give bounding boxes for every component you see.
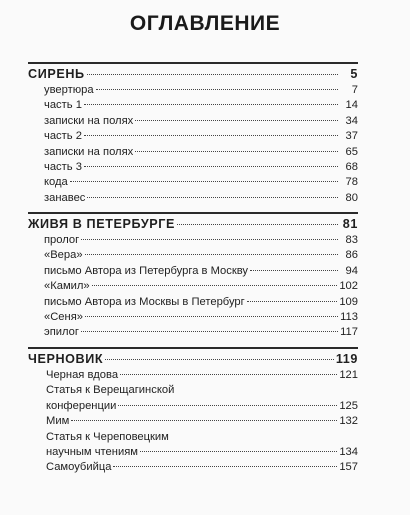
entry-label: кода: [44, 176, 68, 189]
toc-entry[interactable]: [28, 325, 358, 340]
dot-leader: [135, 120, 338, 121]
dot-leader: [70, 181, 338, 182]
toc-entry[interactable]: [28, 233, 358, 248]
dot-leader: [85, 316, 338, 317]
section-zhivya-v-peterburge: [28, 212, 358, 341]
dot-leader: [250, 270, 338, 271]
entry-label: конференции: [46, 399, 117, 412]
page-number: 65: [345, 145, 358, 158]
page-number: 78: [345, 176, 358, 189]
page-number: 94: [345, 264, 358, 277]
toc-entry[interactable]: [28, 98, 358, 113]
page-number: 37: [345, 130, 358, 143]
entry-label: эпилог: [44, 326, 79, 339]
toc-entry[interactable]: [28, 414, 358, 429]
entry-label: увертюра: [44, 84, 94, 96]
toc-entry[interactable]: [28, 129, 358, 144]
page-number: 14: [345, 99, 358, 112]
entry-label: письмо Автора из Москвы в Петербург: [44, 295, 245, 308]
entry-label: Самоубийца: [46, 461, 112, 474]
dot-leader: [81, 331, 338, 332]
page-number: 80: [345, 191, 358, 204]
dot-leader: [71, 420, 337, 421]
entry-label: «Вера»: [44, 249, 83, 262]
page-number: 81: [342, 217, 358, 231]
toc-entry[interactable]: [28, 295, 358, 310]
entry-label: «Сеня»: [44, 310, 83, 323]
page-number: 117: [340, 326, 358, 339]
toc-entry[interactable]: [28, 264, 358, 279]
entry-label: «Камил»: [44, 280, 90, 293]
entry-label: часть 2: [44, 130, 82, 143]
page-number: 86: [345, 249, 358, 262]
dot-leader: [105, 359, 334, 360]
entry-label: записки на полях: [44, 145, 134, 158]
page-number: 83: [345, 234, 358, 246]
entry-label: Черная вдова: [46, 369, 119, 381]
toc-entry[interactable]: [28, 114, 358, 129]
toc-entry[interactable]: [28, 445, 358, 460]
dot-leader: [118, 405, 337, 406]
section-chernovik: [28, 347, 358, 476]
dot-leader: [135, 151, 338, 152]
section-siren: [28, 62, 358, 206]
dot-leader: [84, 104, 338, 105]
toc-entry[interactable]: [28, 368, 358, 383]
toc-entry[interactable]: [28, 191, 358, 206]
page-number: 68: [345, 160, 358, 173]
page-number: 113: [340, 310, 358, 323]
section-divider: [28, 347, 358, 349]
toc-entry[interactable]: [28, 383, 358, 398]
page-number: 102: [339, 280, 358, 293]
dot-leader: [84, 166, 338, 167]
entry-label: Статья к Череповецким: [46, 430, 169, 443]
section-heading-label: ЧЕРНОВИК: [28, 352, 104, 366]
page-number: 34: [345, 114, 358, 127]
page-number: 121: [339, 369, 358, 381]
section-heading-label: СИРЕНЬ: [28, 67, 85, 81]
dot-leader: [81, 239, 338, 240]
dot-leader: [96, 89, 338, 90]
toc-entry[interactable]: [28, 460, 358, 475]
dot-leader: [140, 451, 337, 452]
dot-leader: [87, 197, 338, 198]
toc-entry[interactable]: [28, 160, 358, 175]
page-title: ОГЛАВЛЕНИЕ: [129, 12, 281, 35]
page-number: 7: [351, 84, 358, 96]
dot-leader: [120, 374, 337, 375]
page-number: 125: [339, 399, 358, 412]
toc-entry[interactable]: [28, 430, 358, 445]
entry-label: письмо Автора из Петербурга в Москву: [44, 264, 249, 277]
dot-leader: [177, 224, 338, 225]
page-number: 157: [339, 461, 358, 474]
toc-entry[interactable]: [28, 83, 358, 98]
entry-label: пролог: [44, 234, 80, 246]
dot-leader: [92, 285, 338, 286]
entry-label: занавес: [44, 191, 86, 204]
toc-entry[interactable]: [28, 248, 358, 263]
toc-entry[interactable]: [28, 279, 358, 294]
toc-entry[interactable]: [28, 399, 358, 414]
dot-leader: [85, 254, 338, 255]
toc-entry[interactable]: [28, 310, 358, 325]
entry-label: Мим: [46, 415, 70, 428]
section-heading[interactable]: [28, 216, 358, 233]
page-number: 5: [350, 67, 358, 81]
page-number: 109: [339, 295, 358, 308]
section-divider: [28, 62, 358, 64]
dot-leader: [87, 74, 338, 75]
section-heading-label: ЖИВЯ В ПЕТЕРБУРГЕ: [28, 217, 176, 231]
dot-leader: [84, 135, 338, 136]
section-divider: [28, 212, 358, 214]
entry-label: научным чтениям: [46, 445, 138, 458]
dot-leader: [113, 466, 337, 467]
toc-entry[interactable]: [28, 175, 358, 190]
entry-label: часть 3: [44, 160, 82, 173]
dot-leader: [247, 301, 338, 302]
page-number: 119: [335, 352, 358, 366]
entry-label: записки на полях: [44, 114, 134, 127]
page-number: 132: [339, 415, 358, 428]
entry-label: часть 1: [44, 99, 82, 112]
section-heading[interactable]: [28, 351, 358, 368]
page-number: 134: [339, 445, 358, 458]
toc-entry[interactable]: [28, 145, 358, 160]
section-heading[interactable]: [28, 66, 358, 83]
entry-label: Статья к Верещагинской: [46, 384, 175, 397]
